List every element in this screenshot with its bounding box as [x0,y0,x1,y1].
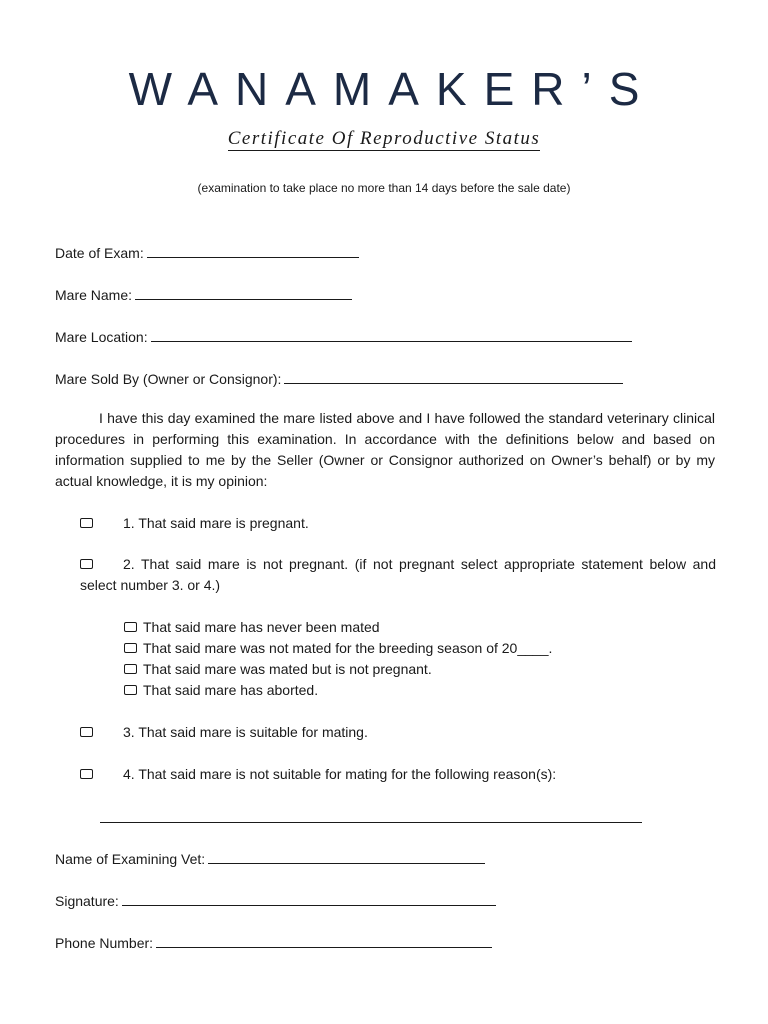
examining-vet-field [55,849,485,867]
option-2-label: 2. That said mare is not pregnant. (if not pregnant select appropriate statement below and select number 3. or 4.) [80,556,716,593]
option-1-checkbox[interactable] [80,518,93,528]
examining-vet-label: Name of Examining Vet: [55,851,206,867]
exam-timing-note: (examination to take place no more than 14 days before the sale date) [197,181,571,195]
opinion-paragraph-text: I have this day examined the mare listed above and I have followed the standard veterinary clinical procedures in performing this examination. In accordance with the definitions below and based on information supplied to me by the Seller (Owner or Consignor authorized on Owner’s behalf) or by my actual knowledge, it is my opinion: [55,410,715,489]
mare-name-label: Mare Name: [55,287,133,303]
sub-option-never-mated [124,617,380,638]
phone-number-label: Phone Number: [55,935,154,951]
date-of-exam-input-line[interactable] [147,243,359,258]
option-2 [80,554,716,596]
sub-option-not-mated-season [124,638,552,659]
option-4-checkbox[interactable] [80,769,93,779]
opinion-paragraph [55,408,715,492]
option-4-label: 4. That said mare is not suitable for mating for the following reason(s): [123,766,557,782]
mare-sold-by-field [55,369,623,387]
brand-logo: WANAMAKER’S [128,63,657,115]
certificate-title-text: Certificate Of Reproductive Status [227,128,541,149]
aborted-label: That said mare has aborted. [143,682,319,698]
mare-location-label: Mare Location: [55,329,148,345]
signature-input-line[interactable] [122,891,496,906]
option-3-checkbox[interactable] [80,727,93,737]
sub-option-aborted [124,680,318,701]
not-mated-season-checkbox[interactable] [124,643,137,653]
date-of-exam-field [55,243,359,261]
mare-location-field [55,327,632,345]
option-2-checkbox[interactable] [80,559,93,569]
aborted-checkbox[interactable] [124,685,137,695]
phone-number-field [55,933,492,951]
sub-option-mated-not-pregnant [124,659,432,680]
not-mated-season-label: That said mare was not mated for the breeding season of 20____. [143,640,553,656]
option-3-label: 3. That said mare is suitable for mating. [123,724,368,740]
reasons-input-line[interactable] [100,822,642,823]
signature-label: Signature: [55,893,119,909]
mare-name-field [55,285,352,303]
phone-number-input-line[interactable] [156,933,492,948]
mare-sold-by-label: Mare Sold By (Owner or Consignor): [55,371,282,387]
option-1 [80,513,309,534]
mated-not-pregnant-checkbox[interactable] [124,664,137,674]
date-of-exam-label: Date of Exam: [55,245,144,261]
mare-sold-by-input-line[interactable] [284,369,623,384]
never-mated-checkbox[interactable] [124,622,137,632]
mare-location-input-line[interactable] [151,327,632,342]
certificate-title [0,128,768,150]
option-3 [80,722,368,743]
mare-name-input-line[interactable] [135,285,352,300]
never-mated-label: That said mare has never been mated [143,619,380,635]
signature-field [55,891,496,909]
option-1-label: 1. That said mare is pregnant. [123,515,309,531]
option-4 [80,764,556,785]
mated-not-pregnant-label: That said mare was mated but is not pregnant. [143,661,432,677]
examining-vet-input-line[interactable] [208,849,485,864]
